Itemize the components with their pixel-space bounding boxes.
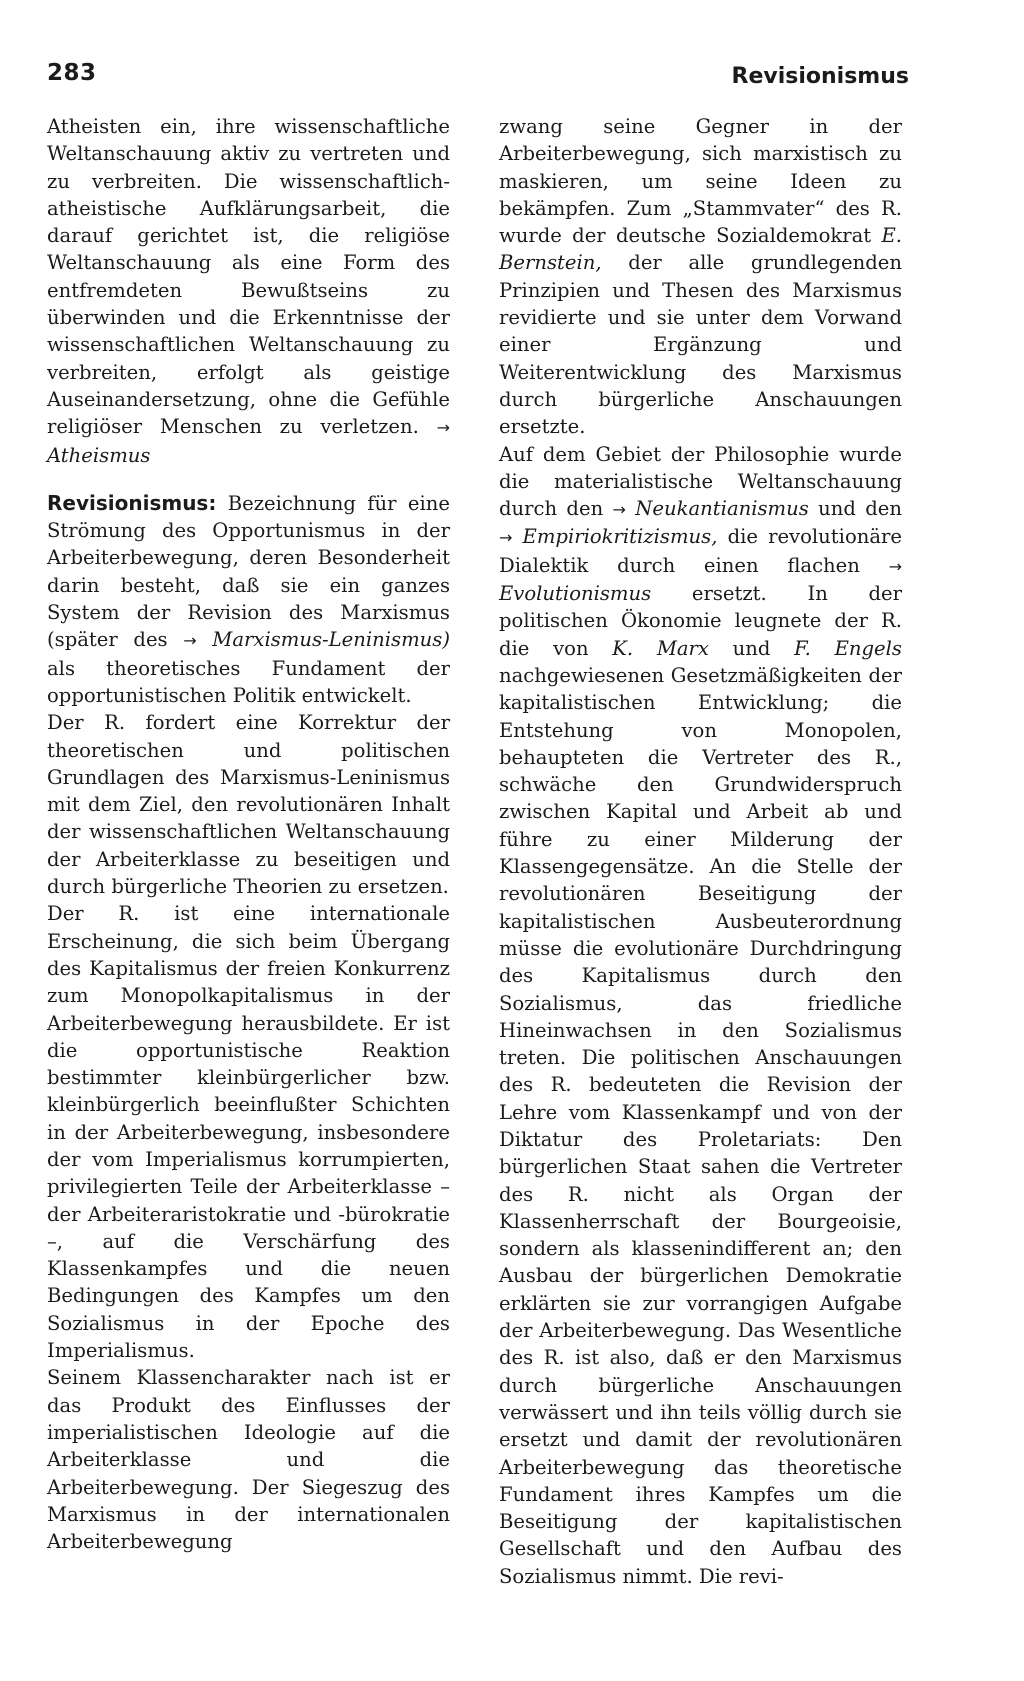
cross-reference-neukantianismus[interactable]: Neukantianismus — [635, 497, 809, 521]
entry-headword: Revisionismus: — [47, 490, 217, 515]
paragraph — [499, 441, 902, 1590]
paragraph-text: Atheisten ein, ihre wissenschaftliche Weltanschauung aktiv zu vertreten und zu verbreiten. Die wissenschaftlich-atheistische Aufklärungsarbeit, die darauf gerichtet ist, die religiöse Weltanschauung als eine Form des entfremdeten Bewußtseins zu überwinden und die Erkenntnisse der wissenschaftlichen Weltanschauung zu verbreiten, erfolgt als geistige Auseinandersetzung, ohne die Gefühle religiöser Menschen zu verletzen. — [47, 115, 450, 439]
paragraph-text: Auf dem Gebiet der Philosophie wurde die materialistische Weltanschauung durch den — [499, 442, 902, 521]
paragraph-text: zwang seine Gegner in der Arbeiterbewegung, sich marxistisch zu maskieren, um seine Ideen zu bekämpfen. Zum „Stammvater“ des R. wurde der deutsche Sozialdemokrat — [499, 115, 902, 248]
paragraph-text: Bezeichnung für eine Strömung des Opportunismus in der Arbeiterbewegung, deren Besonderheit darin besteht, daß sie ein ganzes System der Revision des Marxismus (später des — [47, 491, 450, 652]
cross-reference-atheismus[interactable]: Atheismus — [47, 443, 151, 467]
person-reference-bernstein: E. Bernstein, — [499, 224, 902, 275]
cross-reference-arrow-icon: → — [183, 631, 197, 651]
paragraph-text: als theoretisches Fundament der opportunistischen Politik entwickelt. — [47, 656, 450, 707]
paragraph: Seinem Klassencharakter nach ist er das Produkt des Einflusses der imperialistischen Ideologie auf die Arbeiterklasse und die Arbeiterbewegung. Der Siegeszug des Marxismus in der internationalen Arbeiterbewegung — [47, 1366, 450, 1554]
paragraph-text: nachgewiesenen Gesetzmäßigkeiten der kapitalistischen Entwicklung; die Entstehung von Monopolen, behaupteten die Vertreter des R., schwäche den Grundwiderspruch zwischen Kapital und Arbeit ab und führe zu einer Milderung der Klassengegensätze. An die Stelle der revolutionären Beseitigung der kapitalistischen Ausbeuterordnung müsse die evolutionäre Durchdringung des Kapitalismus durch den Sozialismus, das friedliche Hineinwachsen in den Sozialismus treten. Die politischen Anschauungen des R. bedeuteten die Revision der Lehre vom Klassenkampf und von der Diktatur des Proletariats: Den bürgerlichen Staat sahen die Vertreter des R. nicht als Organ der Klassenherrschaft der Bourgeoisie, sondern als klassenindifferent an; den Ausbau der bürgerlichen Demokratie erklärten sie zur vorrangigen Aufgabe der Arbeiterbewegung. Das Wesentliche des R. ist also, daß er den Marxismus durch bürgerliche Anschauungen verwässert und ihn teils völlig durch sie ersetzt und damit der revolutionären Arbeiterbewegung das theoretische Fundament ihres Kampfes um die Beseitigung der kapitalistischen Gesellschaft und den Aufbau des Sozialismus nimmt. Die revi- — [499, 663, 902, 1588]
paragraph-text: und den — [818, 497, 903, 521]
paragraph-text: der alle grundlegenden Prinzipien und Thesen des Marxismus revidierte und sie unter dem Vorwand einer Ergänzung und Weiterentwicklung des Marxismus durch bürgerliche Anschauungen ersetzte. — [499, 251, 902, 439]
cross-reference-arrow-icon: → — [499, 528, 513, 548]
right-column — [499, 113, 902, 1590]
paragraph-text: ersetzt. In der politischen Ökonomie leugnete der R. die von — [499, 582, 903, 660]
cross-reference-arrow-icon: → — [436, 418, 450, 438]
cross-reference-arrow-icon: → — [612, 500, 626, 520]
entry-separator — [47, 469, 450, 490]
cross-reference-arrow-icon: → — [888, 556, 902, 576]
cross-reference-marxismus-leninismus[interactable]: Marxismus-Leninismus) — [212, 628, 450, 652]
cross-reference-empiriokritizismus[interactable]: Empiriokritizismus, — [522, 525, 718, 549]
entry-revisionismus-definition — [47, 490, 450, 709]
person-reference-marx: K. Marx — [612, 636, 709, 660]
cross-reference-evolutionismus[interactable]: Evolutionismus — [499, 582, 652, 606]
paragraph: Der R. ist eine internationale Erscheinung, die sich beim Übergang des Kapitalismus der freien Konkurrenz zum Monopolkapitalismus in der Arbeiterbewegung herausbildete. Er ist die opportunistische Reaktion bestimmter kleinbürgerlicher bzw. kleinbürgerlich beeinflußter Schichten in der Arbeiterbewegung, insbesondere der vom Imperialismus korrumpierten, privilegierten Teile der Arbeiterklasse – der Arbeiteraristokratie und -bürokratie –, auf die Verschärfung des Klassenkampfes und die neuen Bedingungen des Kampfes um den Sozialismus in der Epoche des Imperialismus. — [47, 902, 450, 1363]
paragraph: Der R. fordert eine Korrektur der theoretischen und politischen Grundlagen des Marxismus-Leninismus mit dem Ziel, den revolutionären Inhalt der wissenschaftlichen Weltanschauung der Arbeiterklasse zu beseitigen und durch bürgerliche Theorien zu ersetzen. — [47, 711, 450, 899]
running-head: Revisionismus — [731, 64, 909, 89]
paragraph-text: und — [732, 636, 771, 660]
paragraph-text: die revolutionäre Dialektik durch einen flachen — [499, 525, 902, 577]
paragraph-atheism-end — [47, 113, 450, 469]
page-number: 283 — [47, 60, 97, 86]
left-column — [47, 113, 450, 1555]
page-header — [47, 60, 909, 100]
person-reference-engels: F. Engels — [794, 636, 902, 660]
paragraph — [499, 113, 902, 441]
